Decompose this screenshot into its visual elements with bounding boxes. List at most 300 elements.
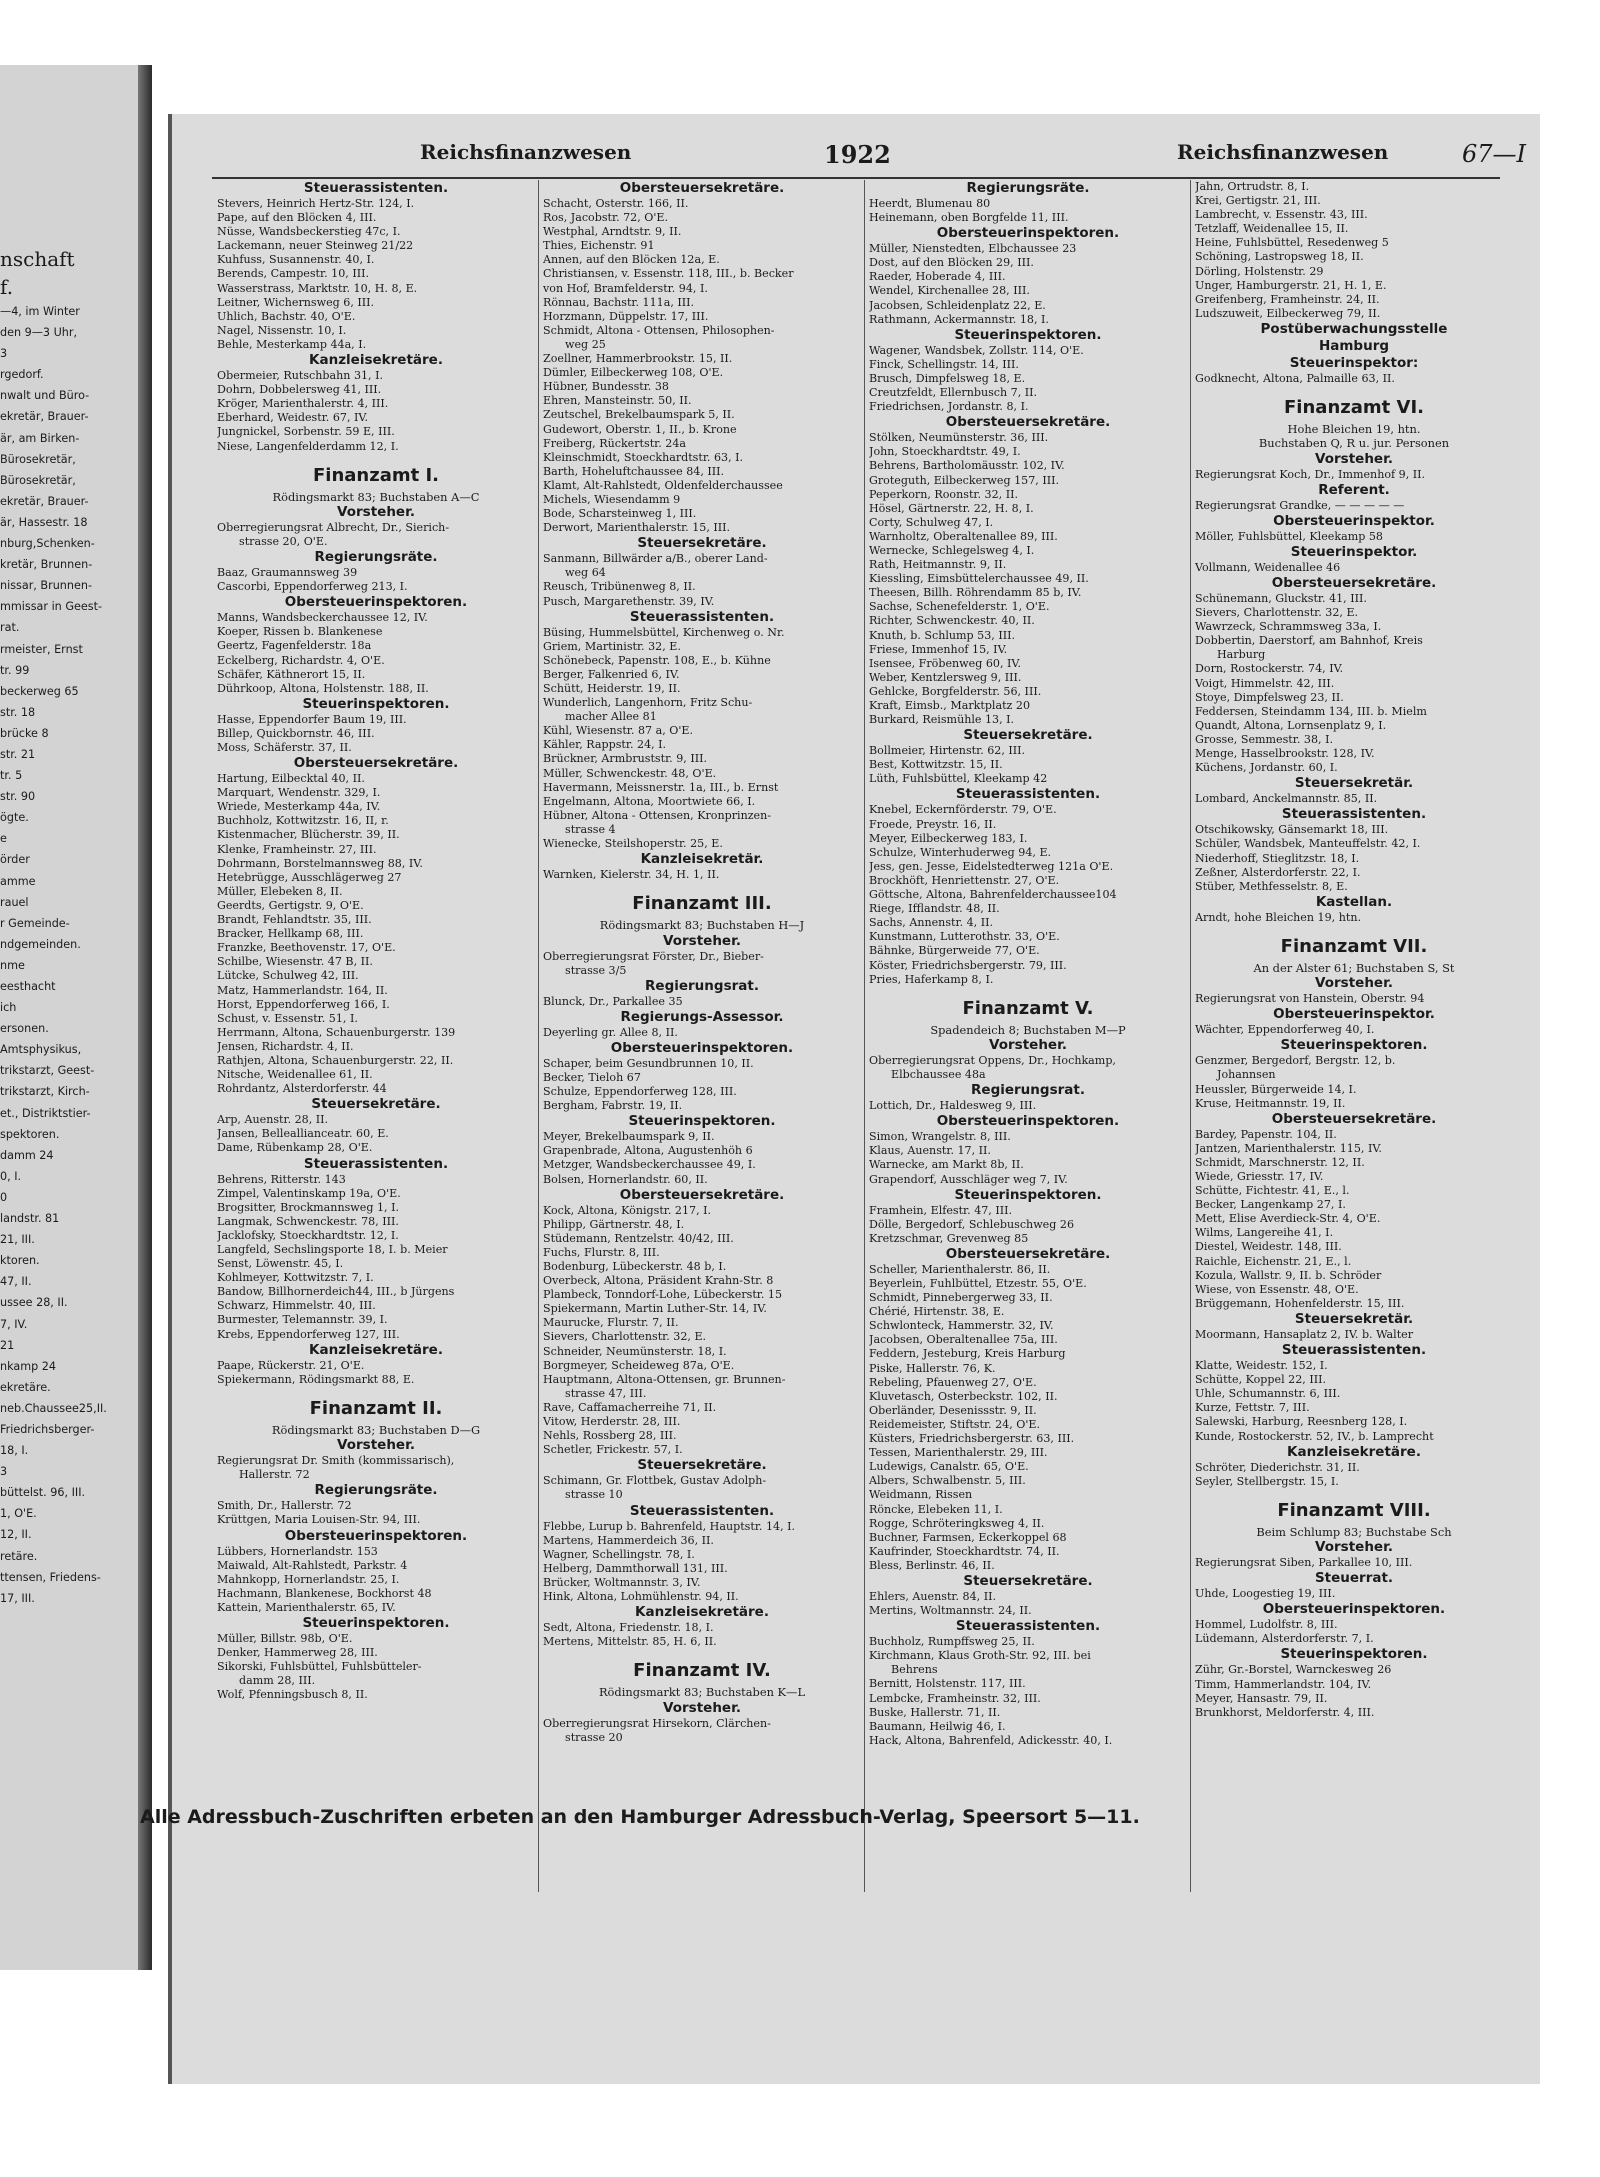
directory-entry: Müller, Elebeken 8, II. — [217, 884, 343, 898]
directory-entry: Denker, Hammerweg 28, III. — [217, 1646, 378, 1660]
directory-entry: Brunkhorst, Meldorferstr. 4, III. — [1195, 1705, 1375, 1719]
section-heading: Regierungsrat. — [971, 1082, 1085, 1099]
directory-entry: Oberländer, Desenissstr. 9, II. — [869, 1403, 1037, 1417]
directory-entry: Burmester, Telemannstr. 39, I. — [217, 1313, 388, 1327]
previous-page-line: eesthacht — [0, 980, 56, 993]
directory-entry: Langmak, Schwenckestr. 78, III. — [217, 1214, 399, 1228]
section-heading: Regierungsräte. — [314, 549, 438, 566]
directory-entry: Wendel, Kirchenallee 28, III. — [869, 284, 1030, 298]
directory-entry: Zeutschel, Brekelbaumspark 5, II. — [543, 408, 735, 422]
directory-entry-continuation: Behrens — [891, 1663, 938, 1677]
directory-entry: Krebs, Eppendorferweg 127, III. — [217, 1327, 400, 1341]
previous-page-line: ich — [0, 1001, 17, 1015]
directory-entry: Klamt, Alt-Rahlstedt, Oldenfelderchaussee — [543, 478, 783, 492]
previous-page-line: r Gemeinde- — [0, 916, 70, 930]
directory-entry: Kunde, Rostockerstr. 52, IV., b. Lamprecht — [1195, 1429, 1434, 1443]
previous-page-line: nburg,Schenken- — [0, 537, 95, 551]
directory-entry: Otschikowsky, Gänsemarkt 18, III. — [1195, 823, 1389, 837]
directory-entry: Nüsse, Wandsbeckerstieg 47c, I. — [217, 225, 401, 239]
directory-entry: Jantzen, Marienthalerstr. 115, IV. — [1195, 1141, 1382, 1155]
directory-entry: Theesen, Billh. Röhrendamm 85 b, IV. — [869, 586, 1082, 600]
directory-entry: Friedrichsen, Jordanstr. 8, I. — [869, 400, 1029, 414]
directory-entry: Framhein, Elfestr. 47, III. — [869, 1203, 1013, 1217]
directory-entry: Heussler, Bürgerweide 14, I. — [1195, 1082, 1357, 1096]
directory-entry: Geerdts, Gertigstr. 9, O'E. — [217, 898, 364, 912]
previous-page-line: ögte. — [0, 811, 29, 825]
directory-entry: Rath, Heitmannstr. 9, II. — [869, 558, 1007, 572]
directory-entry: Eckelberg, Richardstr. 4, O'E. — [217, 653, 385, 667]
previous-page-line: den 9—3 Uhr, — [0, 326, 78, 340]
directory-entry: Kaufrinder, Stoeckhardtstr. 74, II. — [869, 1544, 1060, 1558]
directory-entry: Smith, Dr., Hallerstr. 72 — [217, 1499, 352, 1513]
previous-page-line: amme — [0, 874, 36, 888]
section-heading: Steuersekretäre. — [963, 727, 1093, 744]
office-address: Hohe Bleichen 19, htn. — [1287, 422, 1421, 437]
directory-entry: Nagel, Nissenstr. 10, I. — [217, 323, 347, 337]
directory-entry: Oberregierungsrat Oppens, Dr., Hochkamp, — [869, 1053, 1116, 1067]
directory-entry: Marquart, Wendenstr. 329, I. — [217, 786, 381, 800]
directory-entry: Moss, Schäferstr. 37, II. — [217, 741, 352, 755]
directory-entry: Ludewigs, Canalstr. 65, O'E. — [869, 1460, 1029, 1474]
directory-entry: Hartung, Eilbecktal 40, II. — [217, 772, 365, 786]
directory-entry: Koeper, Rissen b. Blankenese — [217, 625, 383, 639]
directory-entry: Köster, Friedrichsbergerstr. 79, III. — [869, 958, 1067, 972]
directory-entry: Meyer, Brekelbaumspark 9, II. — [543, 1130, 715, 1144]
previous-page-line: 47, II. — [0, 1275, 32, 1289]
directory-entry: Obermeier, Rutschbahn 31, I. — [217, 369, 384, 383]
directory-entry: Wächter, Eppendorferweg 40, I. — [1195, 1023, 1375, 1037]
directory-entry: Dohrn, Dobbelersweg 41, III. — [217, 383, 382, 397]
directory-entry: Ehlers, Auenstr. 84, II. — [869, 1589, 997, 1603]
directory-entry: Wiese, von Essenstr. 48, O'E. — [1195, 1282, 1359, 1296]
directory-entry: Jungnickel, Sorbenstr. 59 E, III. — [217, 425, 395, 439]
directory-entry: Meyer, Hansastr. 79, II. — [1195, 1691, 1328, 1705]
directory-entry: Kock, Altona, Königstr. 217, I. — [543, 1203, 712, 1217]
directory-entry: Diestel, Weidestr. 148, III. — [1195, 1240, 1342, 1254]
directory-entry: Kähler, Rappstr. 24, I. — [543, 738, 667, 752]
previous-page-line: rauel — [0, 895, 29, 909]
directory-entry: Rave, Caffamacherreihe 71, II. — [543, 1400, 717, 1414]
directory-entry: Barth, Hoheluftchaussee 84, III. — [543, 464, 725, 478]
section-heading: Vorsteher. — [989, 1036, 1067, 1053]
previous-page-line: 12, II. — [0, 1528, 32, 1542]
page-number: 67—I — [1462, 140, 1527, 168]
office-heading: Finanzamt IV. — [633, 1660, 771, 1682]
directory-entry: Meyer, Eilbeckerweg 183, I. — [869, 831, 1028, 845]
directory-entry: Wernecke, Schlegelsweg 4, I. — [869, 543, 1035, 557]
previous-page-line: 0, I. — [0, 1169, 22, 1183]
directory-entry: Metzger, Wandsbeckerchaussee 49, I. — [543, 1158, 756, 1172]
section-heading: Steuerassistenten. — [955, 1618, 1101, 1635]
directory-entry: Freiberg, Rückertstr. 24a — [543, 436, 687, 450]
directory-entry: Dame, Rübenkamp 28, O'E. — [217, 1141, 373, 1155]
office-address: Rödingsmarkt 83; Buchstaben H—J — [599, 918, 805, 933]
directory-entry: Dost, auf den Blöcken 29, III. — [869, 256, 1034, 270]
section-heading: Steuerassistenten. — [1281, 1342, 1427, 1359]
directory-entry: Dölle, Bergedorf, Schlebuschweg 26 — [869, 1217, 1074, 1231]
previous-page-text — [0, 245, 140, 1609]
directory-entry: Kattein, Marienthalerstr. 65, IV. — [217, 1600, 396, 1614]
directory-entry: Küchens, Jordanstr. 60, I. — [1195, 761, 1338, 775]
previous-page-line: nwalt und Büro- — [0, 389, 90, 403]
directory-entry: Zimpel, Valentinskamp 19a, O'E. — [217, 1186, 401, 1200]
directory-entry: Flebbe, Lurup b. Bahrenfeld, Hauptstr. 14, I. — [543, 1519, 796, 1533]
publisher-notice: Alle Adressbuch-Zuschriften erbeten an den Hamburger Adressbuch-Verlag, Speersort 5—11. — [140, 1806, 1140, 1828]
section-heading: Obersteuerinspektoren. — [1262, 1601, 1446, 1618]
directory-entry: Heine, Fuhlsbüttel, Resedenweg 5 — [1195, 236, 1389, 250]
directory-entry: Isensee, Fröbenweg 60, IV. — [869, 656, 1021, 670]
previous-page-line: är, am Birken- — [0, 431, 80, 445]
directory-entry: Godknecht, Altona, Palmaille 63, II. — [1195, 371, 1395, 385]
directory-entry: von Hof, Bramfelderstr. 94, I. — [543, 281, 708, 295]
directory-entry-continuation: Harburg — [1217, 648, 1266, 662]
directory-entry: Mahnkopp, Hornerlandstr. 25, I. — [217, 1572, 400, 1586]
directory-entry: Christiansen, v. Essenstr. 118, III., b. Becker — [543, 267, 794, 281]
directory-entry-continuation: strasse 47, III. — [565, 1386, 647, 1400]
directory-entry: Chérié, Hirtenstr. 38, E. — [869, 1305, 1005, 1319]
directory-entry: Voigt, Himmelstr. 42, III. — [1195, 676, 1335, 690]
previous-page-line: f. — [0, 275, 14, 299]
directory-entry: Kluvetasch, Osterbeckstr. 102, II. — [869, 1389, 1058, 1403]
running-title-left: Reichsfinanzwesen — [420, 140, 632, 164]
directory-entry: Oberregierungsrat Albrecht, Dr., Sierich- — [217, 520, 450, 534]
section-heading: Hamburg — [1318, 337, 1390, 354]
directory-entry: Finck, Schellingstr. 14, III. — [869, 357, 1019, 371]
directory-entry: Arp, Auenstr. 28, II. — [217, 1113, 329, 1127]
section-heading: Steuerassistenten. — [629, 1502, 775, 1519]
directory-entry: Arndt, hohe Bleichen 19, htn. — [1195, 910, 1361, 924]
directory-entry: Schönebeck, Papenstr. 108, E., b. Kühne — [543, 653, 771, 667]
directory-entry-continuation: Hallerstr. 72 — [239, 1468, 310, 1482]
directory-entry: Müller, Schwenckestr. 48, O'E. — [543, 766, 717, 780]
office-address: Beim Schlump 83; Buchstabe Sch — [1256, 1524, 1452, 1539]
directory-entry: Derwort, Marienthalerstr. 15, III. — [543, 521, 731, 535]
section-heading: Obersteuersekretäre. — [1271, 575, 1437, 591]
previous-page-line: beckerweg 65 — [0, 684, 79, 698]
header-rule — [212, 177, 1500, 179]
directory-entry: Dörling, Holstenstr. 29 — [1195, 264, 1324, 278]
directory-entry: Warnecke, am Markt 8b, II. — [869, 1158, 1024, 1172]
directory-entry: Müller, Billstr. 98b, O'E. — [217, 1632, 353, 1645]
section-heading: Steuerinspektoren. — [302, 1615, 450, 1631]
directory-entry: Kühl, Wiesenstr. 87 a, O'E. — [543, 724, 694, 738]
directory-entry: Lombard, Anckelmannstr. 85, II. — [1195, 792, 1378, 806]
previous-page-line: tr. 99 — [0, 663, 30, 677]
section-heading: Kanzleisekretäre. — [635, 1604, 769, 1621]
directory-entry: Creutzfeldt, Ellernbusch 7, II. — [869, 386, 1038, 400]
column-2 — [543, 180, 861, 1745]
directory-entry: Wiede, Griesstr. 17, IV. — [1195, 1170, 1324, 1184]
directory-entry: John, Stoeckhardtstr. 49, I. — [869, 445, 1021, 459]
directory-entry: Hommel, Ludolfstr. 8, III. — [1195, 1618, 1338, 1632]
directory-entry: Buchner, Farmsen, Eckerkoppel 68 — [869, 1530, 1067, 1544]
directory-entry-continuation: weg 25 — [565, 337, 606, 351]
section-heading: Obersteuerinspektoren. — [284, 1527, 468, 1544]
directory-entry: Annen, auf den Blöcken 12a, E. — [543, 253, 720, 267]
directory-entry: Quandt, Altona, Lornsenplatz 9, I. — [1195, 718, 1387, 732]
directory-entry: Lembcke, Framheinstr. 32, III. — [869, 1691, 1041, 1705]
directory-entry: Havermann, Meissnerstr. 1a, III., b. Ernst — [543, 780, 779, 794]
directory-entry: Mertens, Mittelstr. 85, H. 6, II. — [543, 1635, 717, 1649]
section-heading: Obersteuersekretäre. — [619, 180, 785, 196]
directory-entry: Wagner, Schellingstr. 78, I. — [543, 1547, 695, 1561]
directory-entry: Overbeck, Altona, Präsident Krahn-Str. 8 — [543, 1274, 774, 1288]
directory-entry: Vollmann, Weidenallee 46 — [1195, 560, 1341, 574]
section-heading: Obersteuerinspektor. — [1273, 1006, 1435, 1023]
previous-page-line: kretär, Brunnen- — [0, 558, 93, 572]
directory-entry: Schröter, Diederichstr. 31, II. — [1195, 1460, 1360, 1474]
previous-page-line: str. 21 — [0, 747, 36, 761]
directory-entry: Kozula, Wallstr. 9, II. b. Schröder — [1195, 1268, 1382, 1282]
directory-entry: Lütcke, Schulweg 42, III. — [217, 969, 359, 983]
directory-entry: Regierungsrat Grandke, — — — — — — [1195, 498, 1405, 512]
previous-page-line: örder — [0, 853, 30, 867]
directory-entry: Richter, Schwenckestr. 40, II. — [869, 614, 1035, 628]
directory-entry: Regierungsrat von Hanstein, Oberstr. 94 — [1195, 992, 1425, 1006]
previous-page-line: ekretäre. — [0, 1380, 51, 1394]
directory-entry: Burkard, Reismühle 13, I. — [869, 713, 1015, 727]
directory-entry: Nehls, Rossberg 28, III. — [543, 1429, 677, 1443]
previous-page-line: retäre. — [0, 1549, 38, 1563]
directory-entry: Herrmann, Altona, Schauenburgerstr. 139 — [217, 1025, 456, 1039]
directory-entry: Baumann, Heilwig 46, I. — [869, 1719, 1006, 1733]
directory-entry: Kiessling, Eimsbüttelerchaussee 49, II. — [869, 572, 1089, 586]
directory-entry: Greifenberg, Framheinstr. 24, II. — [1195, 292, 1380, 306]
directory-entry: Tetzlaff, Weidenallee 15, II. — [1195, 222, 1349, 236]
office-heading: Finanzamt VII. — [1280, 935, 1428, 957]
directory-entry: Wunderlich, Langenhorn, Fritz Schu- — [543, 696, 753, 710]
directory-entry: Sachse, Schenefelderstr. 1, O'E. — [869, 600, 1050, 614]
directory-entry: Hetebrügge, Ausschlägerweg 27 — [217, 870, 402, 884]
directory-entry: Sievers, Charlottenstr. 32, E. — [1195, 606, 1359, 620]
directory-entry: Blunck, Dr., Parkallee 35 — [543, 994, 683, 1008]
previous-page-line: rat. — [0, 621, 20, 635]
directory-entry: Brockhöft, Henriettenstr. 27, O'E. — [869, 873, 1060, 887]
directory-entry: Kunstmann, Lutterothstr. 33, O'E. — [869, 930, 1060, 944]
section-heading: Vorsteher. — [1315, 975, 1393, 992]
directory-entry: Helberg, Dammthorwall 131, III. — [543, 1561, 728, 1575]
office-address: Spadendeich 8; Buchstaben M—P — [930, 1022, 1126, 1037]
directory-entry: Raeder, Hoberade 4, III. — [869, 270, 1006, 284]
directory-entry: Brusch, Dimpfelsweg 18, E. — [869, 371, 1026, 385]
office-address: Buchstaben Q, R u. jur. Personen — [1258, 436, 1450, 451]
directory-entry: Griem, Martinistr. 32, E. — [543, 639, 681, 653]
section-heading: Obersteuerinspektor. — [1273, 512, 1435, 529]
directory-entry: Buchholz, Rumpffsweg 25, II. — [869, 1635, 1035, 1649]
section-heading: Steuersekretäre. — [963, 1572, 1093, 1589]
directory-entry: Grapendorf, Ausschläger weg 7, IV. — [869, 1172, 1068, 1186]
directory-entry: Büsing, Hummelsbüttel, Kirchenweg o. Nr. — [543, 625, 785, 639]
directory-entry: Röncke, Elebeken 11, I. — [869, 1502, 1003, 1516]
section-heading: Vorsteher. — [1315, 450, 1393, 467]
directory-entry: Schaper, beim Gesundbrunnen 10, II. — [543, 1056, 754, 1070]
directory-entry: Jess, gen. Jesse, Eidelstedterweg 121a O'E. — [869, 859, 1114, 873]
directory-entry: Hübner, Altona - Ottensen, Kronprinzen- — [543, 808, 772, 822]
directory-entry: Vitow, Herderstr. 28, III. — [543, 1415, 681, 1429]
directory-entry: Hink, Altona, Lohmühlenstr. 94, II. — [543, 1589, 739, 1603]
section-heading: Vorsteher. — [663, 932, 741, 949]
section-heading: Steuersekretär. — [1294, 775, 1414, 792]
section-heading: Steuersekretär. — [1294, 1310, 1414, 1327]
previous-page-line: 0 — [0, 1190, 8, 1204]
previous-page-line: nme — [0, 958, 25, 972]
directory-entry-continuation: macher Allee 81 — [565, 710, 657, 724]
directory-entry: Menge, Hasselbrookstr. 128, IV. — [1195, 747, 1375, 761]
section-heading: Vorsteher. — [663, 1699, 741, 1716]
directory-entry: Unger, Hamburgerstr. 21, H. 1, E. — [1195, 278, 1387, 292]
directory-entry: Sedt, Altona, Friedenstr. 18, I. — [543, 1621, 714, 1635]
directory-entry: Simon, Wrangelstr. 8, III. — [869, 1130, 1011, 1144]
directory-entry: Dührkoop, Altona, Holstenstr. 188, II. — [217, 681, 429, 695]
directory-entry: Schulze, Winterhuderweg 94, E. — [869, 845, 1052, 859]
directory-entry: Stevers, Heinrich Hertz-Str. 124, I. — [217, 197, 415, 210]
directory-entry: Schimann, Gr. Flottbek, Gustav Adolph- — [543, 1474, 767, 1488]
office-heading: Finanzamt VIII. — [1277, 1499, 1431, 1521]
directory-entry-continuation: strasse 4 — [565, 822, 616, 836]
directory-entry: Martens, Hammerdeich 36, II. — [543, 1533, 714, 1547]
section-heading: Steuerinspektor: — [1289, 354, 1419, 371]
directory-entry: Klatte, Weidestr. 152, I. — [1195, 1359, 1328, 1373]
page-header — [172, 140, 1540, 174]
previous-page-line: 17, III. — [0, 1591, 35, 1605]
previous-page-line: 1, O'E. — [0, 1507, 37, 1521]
directory-entry: Rogge, Schröteringksweg 4, II. — [869, 1516, 1045, 1530]
section-heading: Kanzleisekretär. — [640, 851, 764, 868]
directory-entry: Krei, Gertigstr. 21, III. — [1195, 194, 1321, 208]
section-heading: Vorsteher. — [1315, 1539, 1393, 1556]
previous-page-line: brücke 8 — [0, 726, 49, 740]
directory-entry: Stüber, Methfesselstr. 8, E. — [1195, 879, 1348, 893]
directory-entry: Bode, Scharsteinweg 1, III. — [543, 507, 697, 521]
directory-entry: Hübner, Bundesstr. 38 — [543, 380, 669, 394]
section-heading: Steuerassistenten. — [955, 786, 1101, 803]
directory-entry: Lambrecht, v. Essenstr. 43, III. — [1195, 208, 1368, 222]
section-heading: Regierungs-Assessor. — [620, 1008, 784, 1025]
previous-page-line: trikstarzt, Kirch- — [0, 1085, 90, 1099]
directory-entry: Rebeling, Pfauenweg 27, O'E. — [869, 1375, 1037, 1389]
previous-page-line: ndgemeinden. — [0, 937, 81, 951]
directory-entry: Klenke, Framheinstr. 27, III. — [217, 842, 377, 856]
directory-entry: Dobbertin, Daerstorf, am Bahnhof, Kreis — [1195, 634, 1423, 648]
previous-page-line: neb.Chaussee25,II. — [0, 1401, 107, 1415]
directory-entry: Ehren, Mansteinstr. 50, II. — [543, 394, 692, 408]
section-heading: Referent. — [1318, 481, 1390, 498]
directory-entry: Genzmer, Bergedorf, Bergstr. 12, b. — [1195, 1054, 1396, 1068]
directory-entry: Kretzschmar, Grevenweg 85 — [869, 1231, 1029, 1245]
directory-entry: Sikorski, Fuhlsbüttel, Fuhlsbütteler- — [217, 1660, 422, 1674]
directory-entry: Zühr, Gr.-Borstel, Warnckesweg 26 — [1195, 1663, 1392, 1677]
section-heading: Steuerrat. — [1314, 1570, 1394, 1587]
section-heading: Obersteuerinspektoren. — [610, 1039, 794, 1056]
directory-entry: Hasse, Eppendorfer Baum 19, III. — [217, 712, 407, 726]
section-heading: Steuerinspektoren. — [1280, 1037, 1428, 1054]
directory-entry: Bergham, Fabrstr. 19, II. — [543, 1099, 683, 1113]
directory-entry: Philipp, Gärtnerstr. 48, I. — [543, 1217, 685, 1231]
directory-entry: Kurze, Fettstr. 7, III. — [1195, 1401, 1310, 1415]
directory-entry: Schust, v. Essenstr. 51, I. — [217, 1011, 358, 1025]
directory-entry: Oberregierungsrat Hirsekorn, Clärchen- — [543, 1716, 771, 1730]
directory-entry: Knebel, Eckernförderstr. 79, O'E. — [869, 803, 1057, 817]
directory-entry: Wawrzeck, Schrammsweg 33a, I. — [1195, 620, 1382, 634]
directory-entry: Tessen, Marienthalerstr. 29, III. — [869, 1446, 1048, 1460]
directory-entry: Timm, Hammerlandstr. 104, IV. — [1195, 1677, 1372, 1691]
directory-entry: Leitner, Wichernsweg 6, III. — [217, 295, 375, 309]
column-divider — [1190, 180, 1191, 1892]
section-heading: Obersteuersekretäre. — [945, 1245, 1111, 1262]
directory-entry: Raichle, Eichenstr. 21, E., l. — [1195, 1254, 1352, 1268]
office-heading: Finanzamt III. — [632, 893, 772, 915]
directory-entry: Brückner, Armbruststr. 9, III. — [543, 752, 707, 766]
directory-entry: Behrens, Bartholomäusstr. 102, IV. — [869, 459, 1065, 473]
previous-page-line: damm 24 — [0, 1148, 54, 1162]
previous-page-line: Amtsphysikus, — [0, 1043, 82, 1057]
directory-entry: Krüttgen, Maria Louisen-Str. 94, III. — [217, 1513, 421, 1527]
directory-entry: Schütte, Fichtestr. 41, E., l. — [1195, 1184, 1350, 1198]
directory-entry: Brücker, Woltmannstr. 3, IV. — [543, 1575, 701, 1589]
directory-entry: Göttsche, Altona, Bahrenfelderchaussee104 — [869, 888, 1117, 902]
directory-entry: Eberhard, Weidestr. 67, IV. — [217, 411, 368, 425]
previous-page-line: trikstarzt, Geest- — [0, 1064, 95, 1078]
directory-entry: Schulze, Eppendorferweg 128, III. — [543, 1085, 737, 1099]
directory-entry: Warnholtz, Oberaltenallee 89, III. — [869, 529, 1058, 543]
directory-entry: Heinemann, oben Borgfelde 11, III. — [869, 211, 1069, 225]
directory-entry: Uhde, Loogestieg 19, III. — [1195, 1587, 1336, 1601]
directory-entry: Stölken, Neumünsterstr. 36, III. — [869, 431, 1049, 445]
office-heading: Finanzamt II. — [309, 1397, 443, 1419]
directory-entry: Horzmann, Düppelstr. 17, III. — [543, 309, 709, 323]
directory-entry: Regierungsrat Koch, Dr., Immenhof 9, II. — [1195, 467, 1426, 481]
section-heading: Obersteuerinspektoren. — [936, 225, 1120, 242]
directory-entry: Berger, Falkenried 6, IV. — [543, 667, 680, 681]
directory-entry: Franzke, Beethovenstr. 17, O'E. — [217, 941, 396, 955]
directory-entry: Niederhoff, Stieglitzstr. 18, I. — [1195, 851, 1360, 865]
directory-entry: Rohrdantz, Alsterdorferstr. 44 — [217, 1082, 387, 1096]
directory-entry: Michels, Wiesendamm 9 — [543, 492, 681, 506]
directory-entry: Klaus, Auenstr. 17, II. — [869, 1144, 991, 1158]
directory-entry: Kohlmeyer, Kottwitzstr. 7, I. — [217, 1271, 374, 1285]
directory-entry: Kirchmann, Klaus Groth-Str. 92, III. bei — [869, 1649, 1091, 1663]
previous-page-line: ekretär, Brauer- — [0, 410, 89, 424]
directory-entry: Schütt, Heiderstr. 19, II. — [543, 682, 681, 695]
section-heading: Steuerassistenten. — [303, 180, 449, 196]
directory-entry: Reusch, Tribünenweg 8, II. — [543, 580, 696, 594]
directory-entry: Westphal, Arndtstr. 9, II. — [543, 225, 682, 239]
directory-entry: Küsters, Friedrichsbergerstr. 63, III. — [869, 1432, 1075, 1446]
previous-page-line: 21, III. — [0, 1233, 35, 1247]
previous-page-line: 3 — [0, 347, 8, 361]
directory-entry: Niese, Langenfelderdamm 12, I. — [217, 439, 399, 453]
directory-entry: Berends, Campestr. 10, III. — [217, 267, 369, 281]
directory-entry: Schütte, Koppel 22, III. — [1195, 1373, 1326, 1387]
office-address: Rödingsmarkt 83; Buchstaben D—G — [271, 1422, 481, 1437]
directory-entry: Maiwald, Alt-Rahlstedt, Parkstr. 4 — [217, 1558, 408, 1572]
directory-entry: Peperkorn, Roonstr. 32, II. — [869, 487, 1019, 501]
directory-entry: Bless, Berlinstr. 46, II. — [869, 1558, 995, 1572]
directory-entry: Weidmann, Rissen — [869, 1488, 973, 1502]
directory-entry: Sanmann, Billwärder a/B., oberer Land- — [543, 552, 768, 566]
directory-entry: Bähnke, Bürgerweide 77, O'E. — [869, 944, 1040, 958]
directory-entry: Buchholz, Kottwitzstr. 16, II, r. — [217, 814, 389, 828]
office-address: Rödingsmarkt 83; Buchstaben K—L — [598, 1685, 806, 1700]
directory-entry: Kruse, Heitmannstr. 19, II. — [1195, 1096, 1346, 1110]
directory-entry: Schmidt, Marschnerstr. 12, II. — [1195, 1155, 1365, 1169]
office-address: An der Alster 61; Buchstaben S, St — [1253, 960, 1455, 975]
directory-entry: Sachs, Annenstr. 4, II. — [869, 916, 994, 930]
previous-page-line: nschaft — [0, 247, 75, 271]
directory-entry: Hachmann, Blankenese, Bockhorst 48 — [217, 1586, 432, 1600]
section-heading: Steuerinspektoren. — [954, 326, 1102, 343]
directory-entry: Buske, Hallerstr. 71, II. — [869, 1705, 1001, 1719]
